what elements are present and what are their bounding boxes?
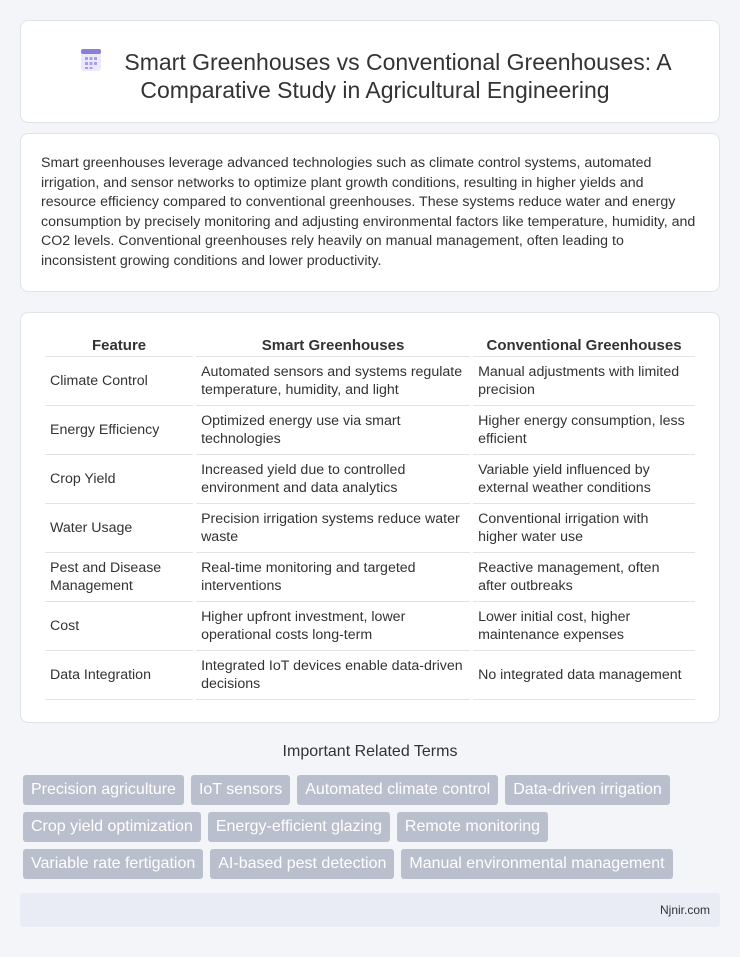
table-row (45, 455, 695, 504)
title-wrap (61, 47, 689, 104)
page-title (78, 49, 671, 103)
related-terms-list (23, 775, 703, 886)
table-row (45, 651, 695, 700)
footer (20, 893, 720, 927)
tag-iot-sensors[interactable]: IoT sensors (191, 775, 290, 805)
table-row (45, 504, 695, 553)
feature-cell: Data Integration (45, 651, 193, 700)
smart-cell: Integrated IoT devices enable data-driven decisions (196, 651, 470, 700)
tag-row (23, 775, 703, 805)
tag-ai-based-pest-detection[interactable]: AI-based pest detection (210, 849, 394, 879)
page-title-text: Smart Greenhouses vs Conventional Greenhouses: A Comparative Study in Agricultural Engineering (124, 49, 672, 103)
tag-manual-environmental-management[interactable]: Manual environmental management (401, 849, 672, 879)
feature-cell: Energy Efficiency (45, 406, 193, 455)
table-row (45, 553, 695, 602)
feature-cell: Climate Control (45, 357, 193, 406)
smart-cell: Higher upfront investment, lower operational costs long-term (196, 602, 470, 651)
tag-data-driven-irrigation[interactable]: Data-driven irrigation (505, 775, 670, 805)
tag-crop-yield-optimization[interactable]: Crop yield optimization (23, 812, 201, 842)
smart-cell: Increased yield due to controlled environment and data analytics (196, 455, 470, 504)
title-card (20, 20, 720, 123)
intro-card (20, 133, 720, 292)
related-terms-title: Important Related Terms (282, 743, 458, 760)
smart-cell: Real-time monitoring and targeted interventions (196, 553, 470, 602)
tag-variable-rate-fertigation[interactable]: Variable rate fertigation (23, 849, 203, 879)
tag-automated-climate-control[interactable]: Automated climate control (297, 775, 498, 805)
tag-row (23, 812, 703, 842)
conventional-cell: Conventional irrigation with higher water use (473, 504, 695, 553)
header-smart: Smart Greenhouses (196, 334, 470, 357)
tag-energy-efficient-glazing[interactable]: Energy-efficient glazing (208, 812, 390, 842)
tag-precision-agriculture[interactable]: Precision agriculture (23, 775, 184, 805)
header-feature: Feature (45, 334, 193, 357)
table-row (45, 357, 695, 406)
document-grid-icon (78, 47, 104, 73)
smart-cell: Automated sensors and systems regulate temperature, humidity, and light (196, 357, 470, 406)
tag-row (23, 849, 703, 879)
conventional-cell: Reactive management, often after outbreaks (473, 553, 695, 602)
conventional-cell: Variable yield influenced by external weather conditions (473, 455, 695, 504)
intro-paragraph: Smart greenhouses leverage advanced technologies such as climate control systems, automated irrigation, and sensor networks to optimize plant growth conditions, resulting in higher yields and resource efficiency compared to conventional greenhouses. These systems reduce water and energy consumption by precisely monitoring and adjusting environmental factors like temperature, humidity, and CO2 levels. Conventional greenhouses rely heavily on manual management, often leading to inconsistent growing conditions and lower productivity. (41, 155, 696, 269)
comparison-table (42, 334, 698, 700)
feature-cell: Crop Yield (45, 455, 193, 504)
tag-remote-monitoring[interactable]: Remote monitoring (397, 812, 548, 842)
table-row (45, 602, 695, 651)
table-row (45, 406, 695, 455)
conventional-cell: No integrated data management (473, 651, 695, 700)
comparison-card (20, 312, 720, 723)
footer-site-link[interactable]: Njnir.com (659, 903, 710, 917)
conventional-cell: Lower initial cost, higher maintenance expenses (473, 602, 695, 651)
header-conventional: Conventional Greenhouses (473, 334, 695, 357)
conventional-cell: Higher energy consumption, less efficient (473, 406, 695, 455)
feature-cell: Cost (45, 602, 193, 651)
feature-cell: Water Usage (45, 504, 193, 553)
feature-cell: Pest and Disease Management (45, 553, 193, 602)
smart-cell: Optimized energy use via smart technologies (196, 406, 470, 455)
table-header-row (45, 334, 695, 357)
smart-cell: Precision irrigation systems reduce water waste (196, 504, 470, 553)
conventional-cell: Manual adjustments with limited precision (473, 357, 695, 406)
